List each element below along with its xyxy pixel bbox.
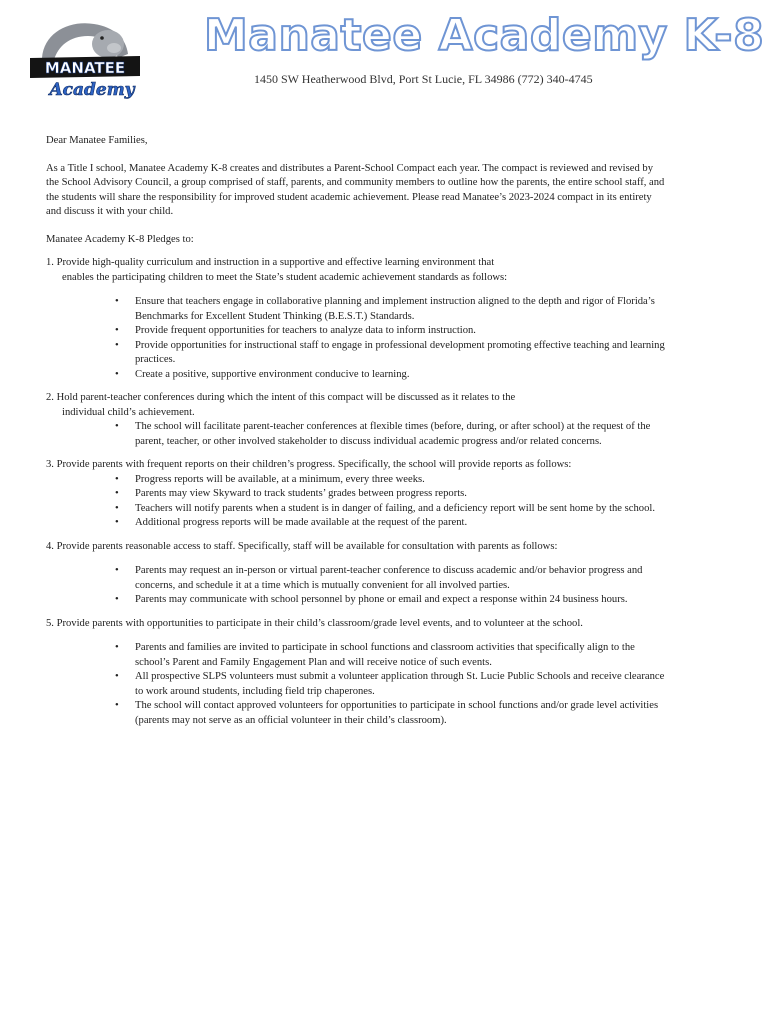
pledge-1 xyxy=(46,256,666,382)
pledge-text: 2. Hold parent-teacher conferences during which the intent of this compact will be discussed as it relates to the xyxy=(46,392,516,403)
pledge-bullets xyxy=(46,641,666,728)
bullet-item: • Parents and families are invited to participate in school functions and classroom activities that specifically align to the school’s Parent and Family Engagement Plan and will receive notice of such events. xyxy=(46,641,666,670)
pledge-bullets xyxy=(46,420,666,449)
pledge-text: 3. Provide parents with frequent reports on their children’s progress. Specifically, the school will provide reports as follows: xyxy=(46,459,572,470)
bullet-item: • Parents may view Skyward to track students’ grades between progress reports. xyxy=(46,487,666,502)
bullet-item: • Additional progress reports will be made available at the request of the parent. xyxy=(46,516,666,531)
logo-text-top: MANATEE xyxy=(44,59,126,77)
pledge-bullets xyxy=(46,473,666,531)
bullet-item: • Parents may request an in-person or virtual parent-teacher conference to discuss academic and/or behavior progress and concerns, and schedule it at a time which is mutually convenient for all involved parties. xyxy=(46,564,666,593)
pledges-heading: Manatee Academy K-8 Pledges to: xyxy=(46,233,194,245)
bullet-item: • Provide opportunities for instructional staff to engage in professional development promoting effective teaching and learning practices. xyxy=(46,339,666,368)
bullet-item: • Progress reports will be available, at a minimum, every three weeks. xyxy=(46,473,666,488)
letter-body xyxy=(46,134,666,728)
pledge-text-continued: individual child’s achievement. xyxy=(62,406,195,418)
bullet-item: • The school will contact approved volunteers for opportunities to participate in school functions and/or grade level activities (parents may not serve as an official volunteer in their child’s classroom). xyxy=(46,699,666,728)
bullet-item: • All prospective SLPS volunteers must submit a volunteer application through St. Lucie Public Schools and receive clearance to work around students, including field trip chaperones. xyxy=(46,670,666,699)
bullet-item: • Provide frequent opportunities for teachers to analyze data to inform instruction. xyxy=(46,324,666,339)
intro-paragraph: As a Title I school, Manatee Academy K-8 creates and distributes a Parent-School Compact each year. The compact is reviewed and revised by the School Advisory Council, a group comprised of staff, parents, and community members to outline how the parents, the entire school staff, and the students will share the responsibility for improved student academic achievement. Please read Manatee’s 2023-2024 compact in its entirety and discuss it with your child. xyxy=(46,162,665,217)
school-address: 1450 SW Heatherwood Blvd, Port St Lucie, FL 34986 (772) 340-4745 xyxy=(254,72,593,86)
pledge-2 xyxy=(46,391,666,449)
bullet-item: • Parents may communicate with school personnel by phone or email and expect a response within 24 business hours. xyxy=(46,593,666,608)
school-title: Manatee Academy K-8 xyxy=(204,10,765,61)
pledge-4 xyxy=(46,540,666,608)
pledge-text: 5. Provide parents with opportunities to participate in their child’s classroom/grade level events, and to volunteer at the school. xyxy=(46,617,583,629)
bullet-item: • Teachers will notify parents when a student is in danger of failing, and a deficiency report will be sent home by the school. xyxy=(46,502,666,517)
pledge-text: 1. Provide high-quality curriculum and instruction in a supportive and effective learning environment that xyxy=(46,257,495,268)
bullet-item: • The school will facilitate parent-teacher conferences at flexible times (before, during, or after school) at the request of the parent, teacher, or other involved stakeholder to discuss individual academic progress and/or related concerns. xyxy=(46,420,666,449)
pledge-text: 4. Provide parents reasonable access to staff. Specifically, staff will be available for consultation with parents as follows: xyxy=(46,540,558,552)
pledge-text-continued: enables the participating children to meet the State’s student academic achievement standards as follows: xyxy=(62,271,508,283)
greeting: Dear Manatee Families, xyxy=(46,135,148,146)
school-logo xyxy=(22,18,148,102)
pledge-bullets xyxy=(46,564,666,608)
pledge-3 xyxy=(46,458,666,531)
bullet-item: • Create a positive, supportive environment conducive to learning. xyxy=(46,368,666,383)
bullet-item: • Ensure that teachers engage in collaborative planning and implement instruction aligned to the depth and rigor of Florida’s Benchmarks for Excellent Student Thinking (B.E.S.T.) Standards. xyxy=(46,295,666,324)
pledge-bullets xyxy=(46,295,666,382)
pledge-5 xyxy=(46,617,666,729)
logo-text-bottom: Academy xyxy=(49,80,135,100)
